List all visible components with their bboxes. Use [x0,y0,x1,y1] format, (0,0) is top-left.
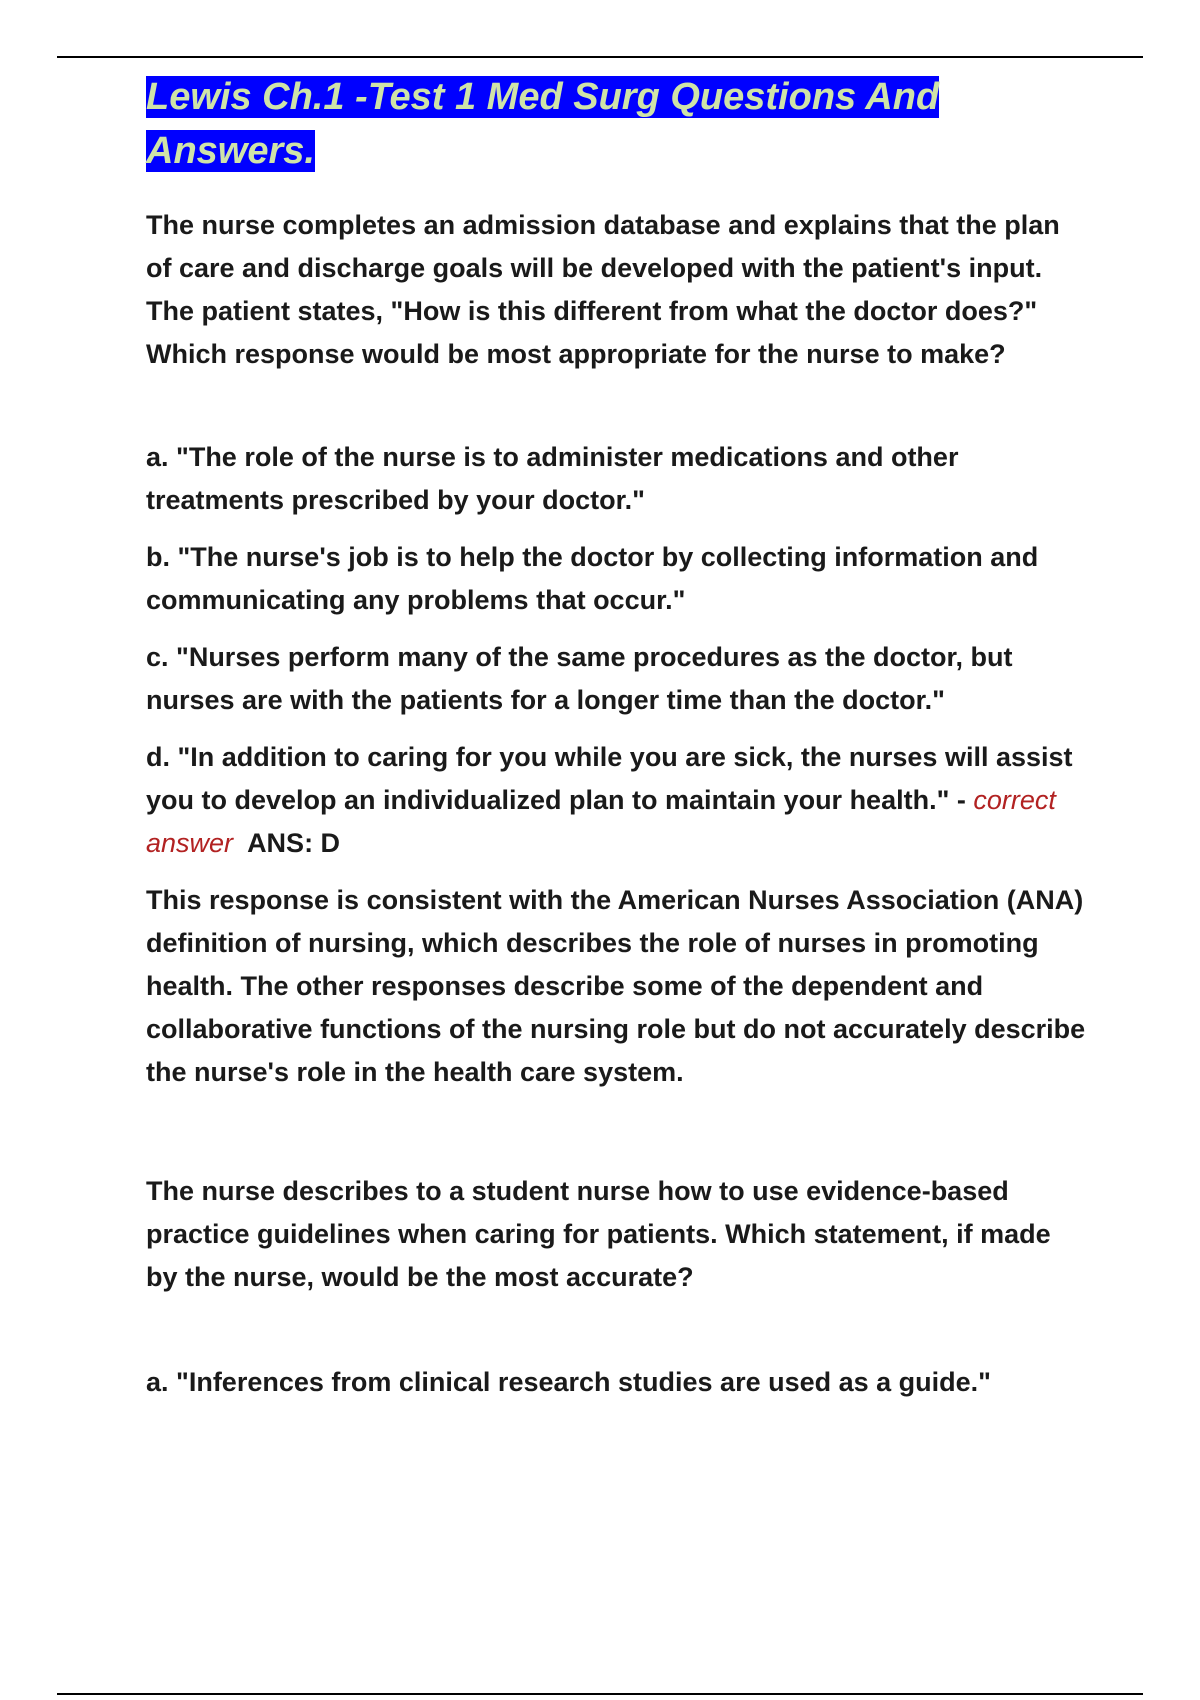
question-1-option-a: a. "The role of the nurse is to administer medications and other treatments prescribed by your doctor." [146,442,959,515]
correct-answer-label: correct answer [146,785,1056,858]
top-rule [57,56,1143,58]
title-highlight: Lewis Ch.1 -Test 1 Med Surg Questions And Answers. [146,76,940,172]
question-1-rationale: This response is consistent with the American Nurses Association (ANA) definition of nursing, which describes the role of nurses in promoting health. The other responses describe some of the dependent and collaborative functions of the nursing role but do not accurately describe the nurse's role in the health care system. [146,885,1086,1087]
document-body [146,70,1086,1418]
question-1-option-d [146,736,1086,865]
question-2-stem: The nurse describes to a student nurse how to use evidence-based practice guidelines when caring for patients. Which statement, if made by the nurse, would be the most accurate? [146,1176,1051,1292]
document-title [146,70,1086,178]
bottom-rule [57,1693,1143,1695]
question-1-option-c: c. "Nurses perform many of the same procedures as the doctor, but nurses are with the patients for a longer time than the doctor." [146,642,1013,715]
question-1-stem: The nurse completes an admission database and explains that the plan of care and discharge goals will be developed with the patient's input. The patient states, "How is this different from what the doctor does?" Which response would be most appropriate for the nurse to make? [146,210,1060,369]
option-d-text: d. "In addition to caring for you while you are sick, the nurses will assist you to develop an individualized plan to maintain your health." - [146,742,1073,815]
answer-key: ANS: D [247,828,341,858]
question-1-option-b: b. "The nurse's job is to help the doctor by collecting information and communicating any problems that occur." [146,542,1039,615]
question-2-option-a: a. "Inferences from clinical research studies are used as a guide." [146,1367,991,1397]
